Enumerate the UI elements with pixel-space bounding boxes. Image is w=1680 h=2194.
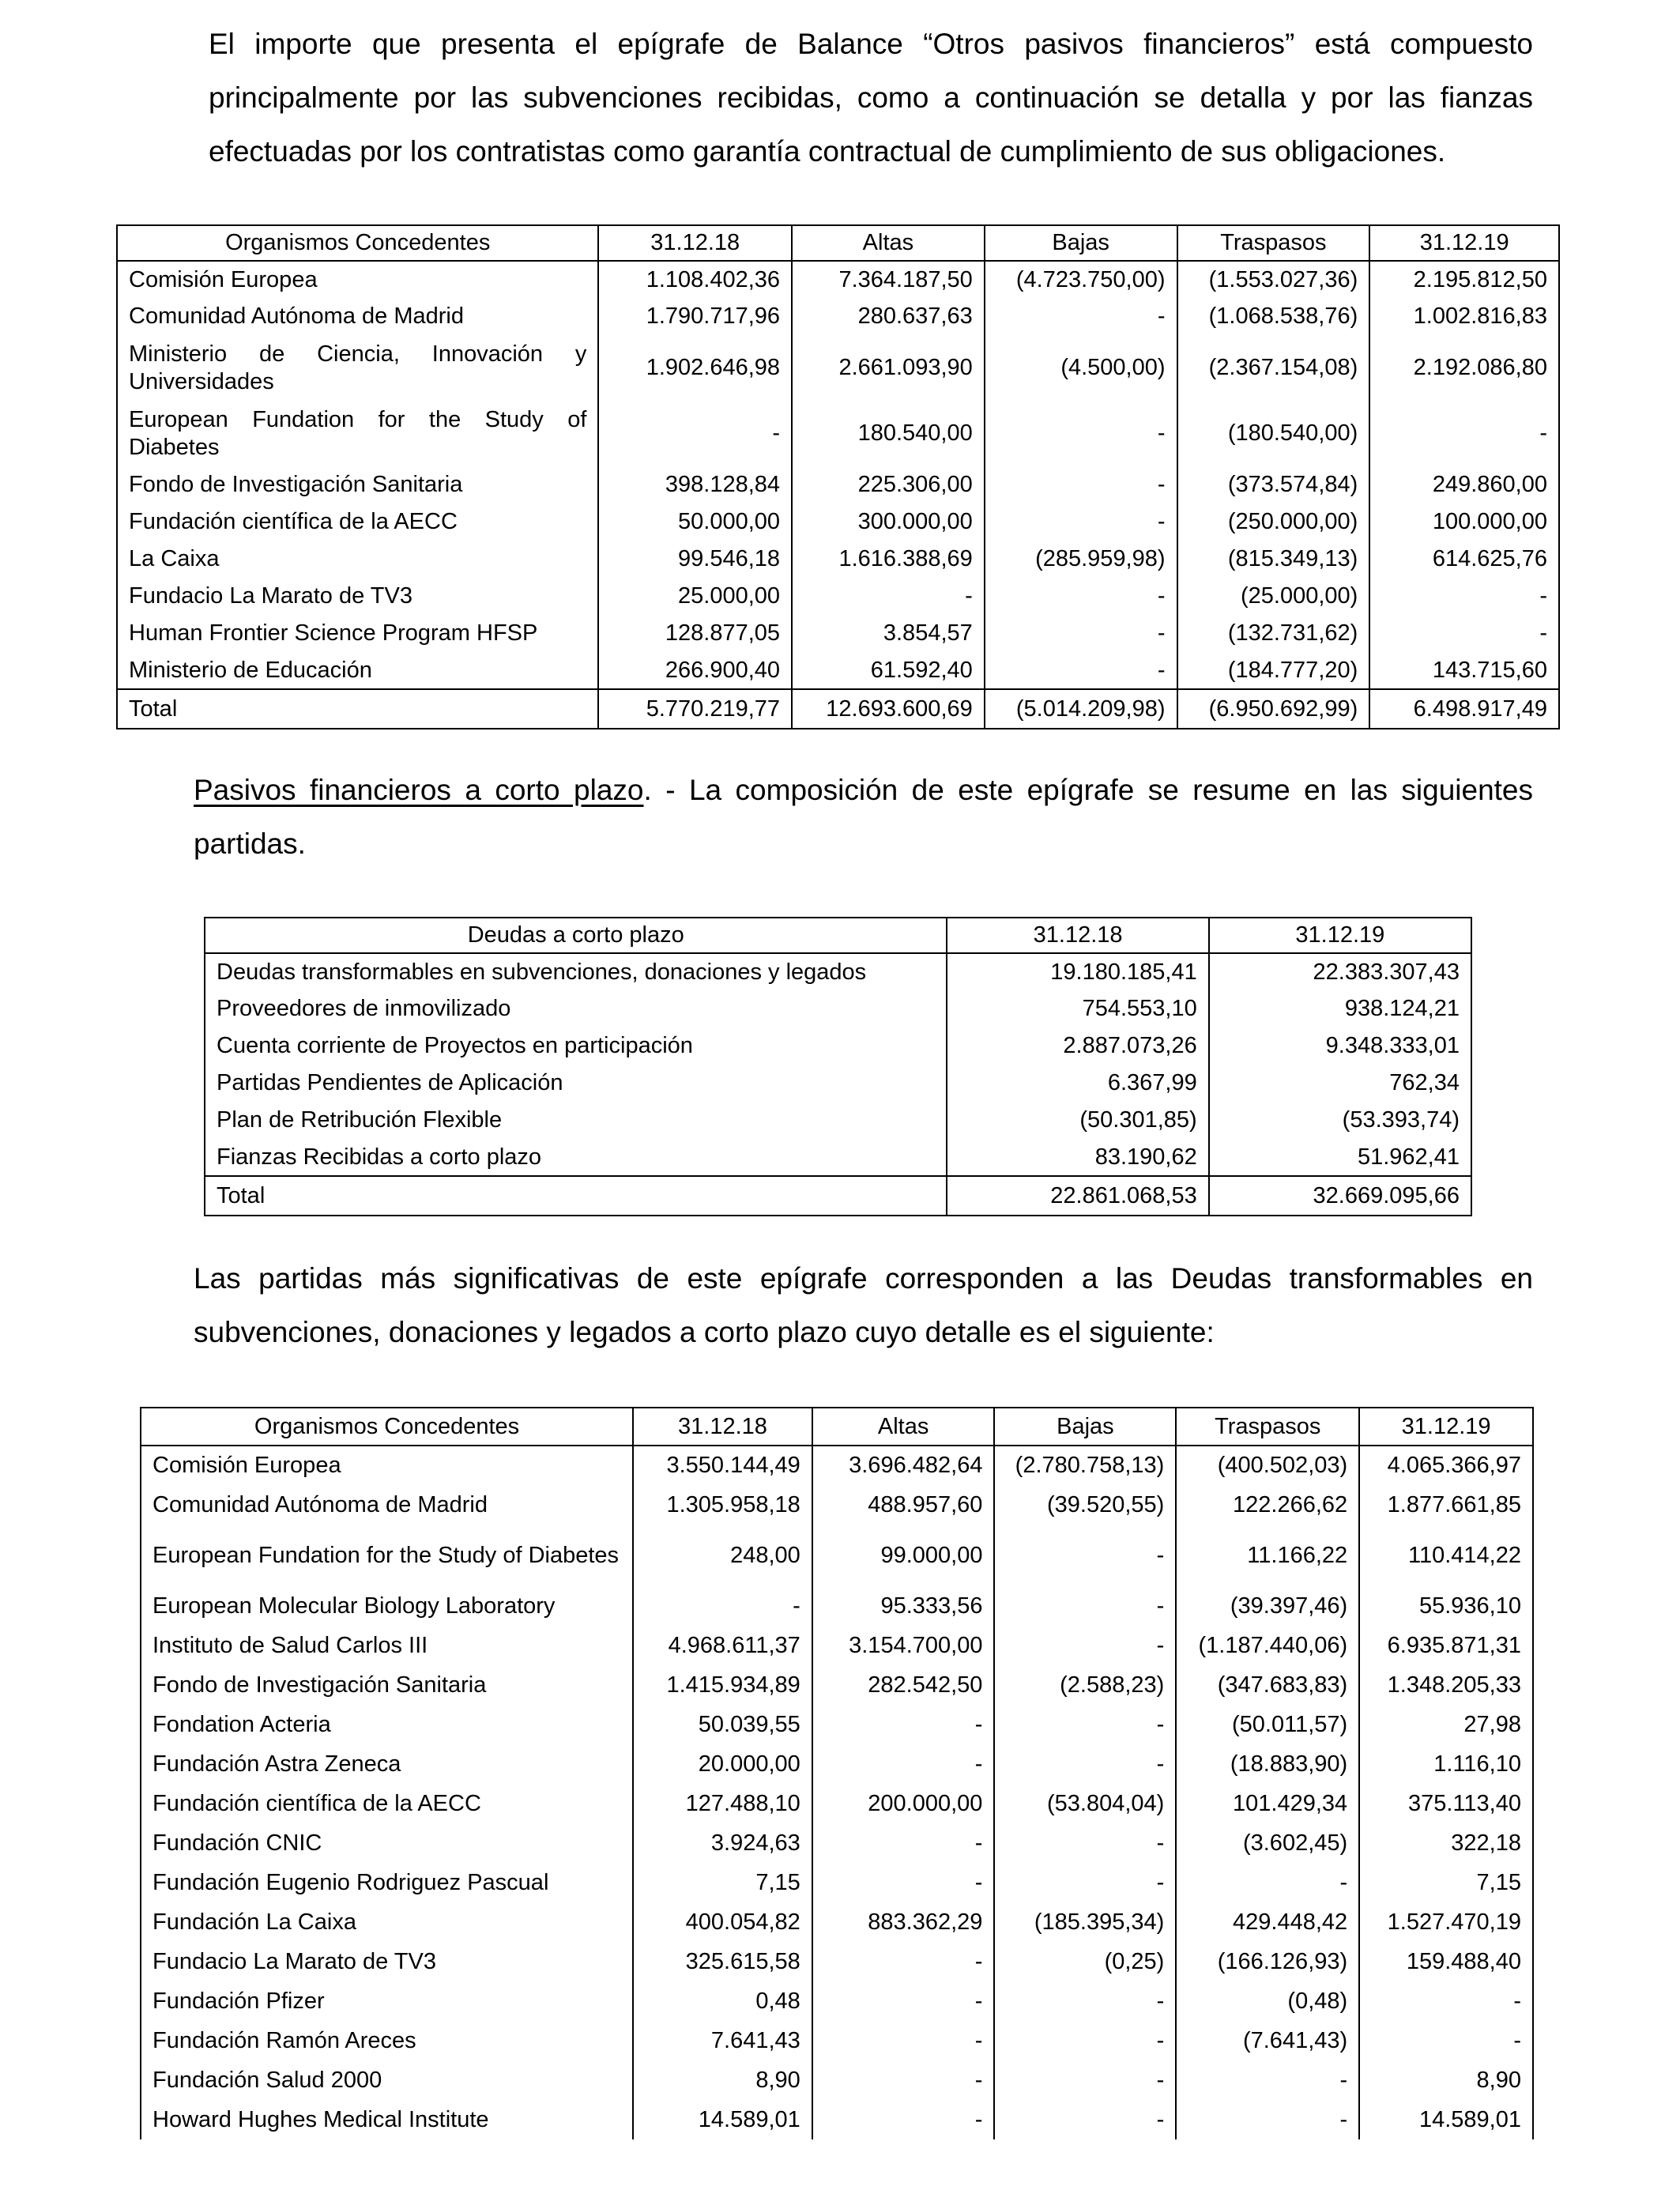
amount-cell: 50.039,55 [633, 1705, 812, 1744]
short-term-section-paragraph [194, 763, 1533, 871]
table-row [117, 541, 1559, 578]
row-label: Fundación La Caixa [141, 1902, 633, 1942]
row-label: Ministerio de Educación [117, 652, 598, 689]
amount-cell: 25.000,00 [598, 578, 792, 615]
table-header-row [117, 225, 1559, 261]
intro-paragraph: El importe que presenta el epígrafe de Balance “Otros pasivos financieros” está compuesto principalmente por las subvenciones recibidas, como a continuación se detalla y por las fianzas efectuadas por los contratistas como garantía contractual de cumplimiento de sus obligaciones. [209, 28, 1533, 168]
row-label: Plan de Retribución Flexible [205, 1102, 947, 1139]
amount-cell: - [994, 1705, 1176, 1744]
amount-cell: 754.553,10 [947, 990, 1208, 1027]
row-label: European Molecular Biology Laboratory [141, 1586, 633, 1626]
amount-cell: (53.804,04) [994, 1784, 1176, 1823]
transformable-debts-paragraph: Las partidas más significativas de este epígrafe corresponden a las Deudas transformables en subvenciones, donaciones y legados a corto plazo cuyo detalle es el siguiente: [194, 1262, 1533, 1348]
amount-cell: - [985, 298, 1177, 335]
amount-cell: - [812, 1744, 995, 1784]
table-row [141, 2060, 1533, 2100]
table-row [141, 2100, 1533, 2139]
table-row [117, 335, 1559, 401]
table-row [117, 615, 1559, 652]
column-header: 31.12.19 [1209, 918, 1471, 953]
amount-cell: - [812, 2021, 995, 2060]
amount-cell: 180.540,00 [792, 401, 985, 466]
row-label: Cuenta corriente de Proyectos en participación [205, 1027, 947, 1065]
row-label: Ministerio de Ciencia, Innovación y Universidades [117, 335, 598, 401]
amount-cell: 3.924,63 [633, 1823, 812, 1863]
table-row [141, 2021, 1533, 2060]
amount-cell: - [812, 2060, 995, 2100]
other-financial-liabilities-table [116, 224, 1560, 729]
amount-cell: - [994, 1626, 1176, 1665]
row-label: Partidas Pendientes de Aplicación [205, 1065, 947, 1102]
amount-cell: - [812, 1863, 995, 1902]
table-header-row [141, 1408, 1533, 1446]
amount-cell: - [792, 578, 985, 615]
row-label: Deudas transformables en subvenciones, donaciones y legados [205, 953, 947, 990]
amount-cell: 8,90 [1359, 2060, 1533, 2100]
row-label: Comunidad Autónoma de Madrid [117, 298, 598, 335]
amount-cell: - [812, 1942, 995, 1981]
amount-cell: (0,25) [994, 1942, 1176, 1981]
table-row [141, 1626, 1533, 1665]
table-row [141, 1744, 1533, 1784]
total-row [117, 689, 1559, 729]
row-label: Fianzas Recibidas a corto plazo [205, 1139, 947, 1176]
table-row [117, 578, 1559, 615]
amount-cell: 127.488,10 [633, 1784, 812, 1823]
table-row [141, 1784, 1533, 1823]
amount-cell: (50.011,57) [1176, 1705, 1359, 1744]
amount-cell: 762,34 [1209, 1065, 1471, 1102]
total-row [205, 1176, 1471, 1216]
amount-cell: - [1369, 401, 1559, 466]
column-header: Bajas [994, 1408, 1176, 1446]
column-header: Traspasos [1177, 225, 1370, 261]
amount-cell: 398.128,84 [598, 466, 792, 503]
row-label: Fundación Pfizer [141, 1981, 633, 2021]
amount-cell: (815.349,13) [1177, 541, 1370, 578]
amount-cell: 225.306,00 [792, 466, 985, 503]
total-amount: (6.950.692,99) [1177, 689, 1370, 729]
row-label: Proveedores de inmovilizado [205, 990, 947, 1027]
amount-cell: (53.393,74) [1209, 1102, 1471, 1139]
amount-cell: 249.860,00 [1369, 466, 1559, 503]
amount-cell: 83.190,62 [947, 1139, 1208, 1176]
amount-cell: 3.550.144,49 [633, 1446, 812, 1485]
table-row [141, 1823, 1533, 1863]
table-row [117, 466, 1559, 503]
amount-cell: (50.301,85) [947, 1102, 1208, 1139]
table-row [117, 503, 1559, 541]
row-label: Instituto de Salud Carlos III [141, 1626, 633, 1665]
amount-cell: 1.527.470,19 [1359, 1902, 1533, 1942]
table-row [205, 1027, 1471, 1065]
amount-cell: - [812, 1981, 995, 2021]
column-header: 31.12.19 [1359, 1408, 1533, 1446]
amount-cell: - [994, 2060, 1176, 2100]
amount-cell: 280.637,63 [792, 298, 985, 335]
amount-cell: 50.000,00 [598, 503, 792, 541]
amount-cell: 7,15 [1359, 1863, 1533, 1902]
amount-cell: - [633, 1586, 812, 1626]
amount-cell: 11.166,22 [1176, 1525, 1359, 1586]
row-label: Comisión Europea [141, 1446, 633, 1485]
amount-cell: 1.415.934,89 [633, 1665, 812, 1705]
short-term-debts-table [204, 917, 1472, 1216]
amount-cell: 2.195.812,50 [1369, 261, 1559, 298]
row-label: Fondation Acteria [141, 1705, 633, 1744]
row-label: Comunidad Autónoma de Madrid [141, 1485, 633, 1525]
amount-cell: - [985, 615, 1177, 652]
amount-cell: - [1176, 2100, 1359, 2139]
amount-cell: 2.192.086,80 [1369, 335, 1559, 401]
amount-cell: (250.000,00) [1177, 503, 1370, 541]
amount-cell: 1.616.388,69 [792, 541, 985, 578]
column-header: Organismos Concedentes [141, 1408, 633, 1446]
amount-cell: 3.696.482,64 [812, 1446, 995, 1485]
amount-cell: 9.348.333,01 [1209, 1027, 1471, 1065]
amount-cell: - [1369, 578, 1559, 615]
amount-cell: (39.520,55) [994, 1485, 1176, 1525]
amount-cell: 14.589,01 [1359, 2100, 1533, 2139]
amount-cell: (18.883,90) [1176, 1744, 1359, 1784]
amount-cell: 20.000,00 [633, 1744, 812, 1784]
amount-cell: 143.715,60 [1369, 652, 1559, 689]
amount-cell: 14.589,01 [633, 2100, 812, 2139]
amount-cell: 248,00 [633, 1525, 812, 1586]
amount-cell: 61.592,40 [792, 652, 985, 689]
amount-cell: 883.362,29 [812, 1902, 995, 1942]
row-label: Fundación Eugenio Rodriguez Pascual [141, 1863, 633, 1902]
row-label: Fondo de Investigación Sanitaria [117, 466, 598, 503]
amount-cell: (4.723.750,00) [985, 261, 1177, 298]
amount-cell: 27,98 [1359, 1705, 1533, 1744]
section-text: . - La composición de este epígrafe se resume en las siguientes partidas. [194, 774, 1534, 860]
table-row [141, 1902, 1533, 1942]
table-row [141, 1586, 1533, 1626]
row-label: Fundación Salud 2000 [141, 2060, 633, 2100]
amount-cell: 1.002.816,83 [1369, 298, 1559, 335]
table-row [141, 1981, 1533, 2021]
table-header-row [205, 918, 1471, 953]
column-header: 31.12.19 [1369, 225, 1559, 261]
amount-cell: - [1359, 2021, 1533, 2060]
amount-cell: 7,15 [633, 1863, 812, 1902]
amount-cell: (184.777,20) [1177, 652, 1370, 689]
amount-cell: 128.877,05 [598, 615, 792, 652]
amount-cell: (3.602,45) [1176, 1823, 1359, 1863]
amount-cell: 7.641,43 [633, 2021, 812, 2060]
amount-cell: 159.488,40 [1359, 1942, 1533, 1981]
amount-cell: 100.000,00 [1369, 503, 1559, 541]
column-header: 31.12.18 [633, 1408, 812, 1446]
amount-cell: 1.877.661,85 [1359, 1485, 1533, 1525]
total-amount: 12.693.600,69 [792, 689, 985, 729]
column-header: Organismos Concedentes [117, 225, 598, 261]
amount-cell: 429.448,42 [1176, 1902, 1359, 1942]
amount-cell: 7.364.187,50 [792, 261, 985, 298]
row-label: Fondo de Investigación Sanitaria [141, 1665, 633, 1705]
amount-cell: - [985, 466, 1177, 503]
transformable-debts-detail-table [140, 1407, 1534, 2139]
row-label: Human Frontier Science Program HFSP [117, 615, 598, 652]
amount-cell: 938.124,21 [1209, 990, 1471, 1027]
amount-cell: 0,48 [633, 1981, 812, 2021]
amount-cell: (185.395,34) [994, 1902, 1176, 1942]
table-row [141, 1525, 1533, 1586]
amount-cell: 282.542,50 [812, 1665, 995, 1705]
amount-cell: 1.902.646,98 [598, 335, 792, 401]
column-header: Altas [812, 1408, 995, 1446]
table-row [141, 1446, 1533, 1485]
amount-cell: 99.546,18 [598, 541, 792, 578]
amount-cell: 1.305.958,18 [633, 1485, 812, 1525]
amount-cell: 2.661.093,90 [792, 335, 985, 401]
amount-cell: 101.429,34 [1176, 1784, 1359, 1823]
amount-cell: 6.367,99 [947, 1065, 1208, 1102]
amount-cell: - [1176, 2060, 1359, 2100]
table-row [117, 261, 1559, 298]
amount-cell: (25.000,00) [1177, 578, 1370, 615]
amount-cell: (2.367.154,08) [1177, 335, 1370, 401]
amount-cell: 614.625,76 [1369, 541, 1559, 578]
amount-cell: (4.500,00) [985, 335, 1177, 401]
column-header: 31.12.18 [947, 918, 1208, 953]
section-heading: Pasivos financieros a corto plazo [194, 774, 644, 806]
amount-cell: 4.968.611,37 [633, 1626, 812, 1665]
row-label: La Caixa [117, 541, 598, 578]
amount-cell: 51.962,41 [1209, 1139, 1471, 1176]
amount-cell: 95.333,56 [812, 1586, 995, 1626]
row-label: Fundación Ramón Areces [141, 2021, 633, 2060]
amount-cell: (373.574,84) [1177, 466, 1370, 503]
table-row [205, 1065, 1471, 1102]
amount-cell: - [812, 1823, 995, 1863]
row-label: European Fundation for the Study of Diabetes [117, 401, 598, 466]
row-label: Fundación Astra Zeneca [141, 1744, 633, 1784]
amount-cell: (39.397,46) [1176, 1586, 1359, 1626]
table-row [205, 953, 1471, 990]
row-label: Fundacio La Marato de TV3 [141, 1942, 633, 1981]
amount-cell: 1.108.402,36 [598, 261, 792, 298]
amount-cell: - [985, 652, 1177, 689]
table-row [141, 1665, 1533, 1705]
amount-cell: 22.383.307,43 [1209, 953, 1471, 990]
table-row [141, 1863, 1533, 1902]
table-row [141, 1485, 1533, 1525]
amount-cell: (1.068.538,76) [1177, 298, 1370, 335]
amount-cell: - [994, 2100, 1176, 2139]
amount-cell: - [994, 2021, 1176, 2060]
amount-cell: (2.588,23) [994, 1665, 1176, 1705]
amount-cell: - [812, 2100, 995, 2139]
amount-cell: (1.187.440,06) [1176, 1626, 1359, 1665]
amount-cell: (0,48) [1176, 1981, 1359, 2021]
amount-cell: (180.540,00) [1177, 401, 1370, 466]
amount-cell: (2.780.758,13) [994, 1446, 1176, 1485]
amount-cell: - [994, 1744, 1176, 1784]
amount-cell: 300.000,00 [792, 503, 985, 541]
table-row [117, 652, 1559, 689]
amount-cell: 325.615,58 [633, 1942, 812, 1981]
column-header: Altas [792, 225, 985, 261]
table-row [117, 401, 1559, 466]
amount-cell: (132.731,62) [1177, 615, 1370, 652]
row-label: European Fundation for the Study of Diabetes [141, 1525, 633, 1586]
amount-cell: 375.113,40 [1359, 1784, 1533, 1823]
amount-cell: 400.054,82 [633, 1902, 812, 1942]
amount-cell: (400.502,03) [1176, 1446, 1359, 1485]
table-row [205, 1139, 1471, 1176]
amount-cell: - [1176, 1863, 1359, 1902]
amount-cell: 6.935.871,31 [1359, 1626, 1533, 1665]
amount-cell: - [985, 578, 1177, 615]
total-amount: (5.014.209,98) [985, 689, 1177, 729]
total-amount: 5.770.219,77 [598, 689, 792, 729]
amount-cell: 55.936,10 [1359, 1586, 1533, 1626]
column-header: Bajas [985, 225, 1177, 261]
amount-cell: 1.348.205,33 [1359, 1665, 1533, 1705]
total-amount: 6.498.917,49 [1369, 689, 1559, 729]
amount-cell: - [985, 503, 1177, 541]
column-header: Traspasos [1176, 1408, 1359, 1446]
amount-cell: - [1369, 615, 1559, 652]
row-label: Fundacio La Marato de TV3 [117, 578, 598, 615]
row-label: Fundación CNIC [141, 1823, 633, 1863]
total-label: Total [117, 689, 598, 729]
amount-cell: (7.641,43) [1176, 2021, 1359, 2060]
table-row [205, 1102, 1471, 1139]
amount-cell: - [994, 1525, 1176, 1586]
amount-cell: (166.126,93) [1176, 1942, 1359, 1981]
amount-cell: 110.414,22 [1359, 1525, 1533, 1586]
row-label: Comisión Europea [117, 261, 598, 298]
total-label: Total [205, 1176, 947, 1216]
row-label: Fundación científica de la AECC [141, 1784, 633, 1823]
table-row [117, 298, 1559, 335]
amount-cell: (1.553.027,36) [1177, 261, 1370, 298]
amount-cell: (347.683,83) [1176, 1665, 1359, 1705]
row-label: Howard Hughes Medical Institute [141, 2100, 633, 2139]
column-header: Deudas a corto plazo [205, 918, 947, 953]
total-amount: 32.669.095,66 [1209, 1176, 1471, 1216]
amount-cell: - [994, 1586, 1176, 1626]
amount-cell: 488.957,60 [812, 1485, 995, 1525]
column-header: 31.12.18 [598, 225, 792, 261]
row-label: Fundación científica de la AECC [117, 503, 598, 541]
amount-cell: 2.887.073,26 [947, 1027, 1208, 1065]
amount-cell: - [994, 1981, 1176, 2021]
amount-cell: - [812, 1705, 995, 1744]
amount-cell: 99.000,00 [812, 1525, 995, 1586]
amount-cell: - [994, 1863, 1176, 1902]
amount-cell: 1.116,10 [1359, 1744, 1533, 1784]
amount-cell: 3.854,57 [792, 615, 985, 652]
total-amount: 22.861.068,53 [947, 1176, 1208, 1216]
amount-cell: - [598, 401, 792, 466]
amount-cell: - [1359, 1981, 1533, 2021]
amount-cell: 122.266,62 [1176, 1485, 1359, 1525]
amount-cell: 19.180.185,41 [947, 953, 1208, 990]
table-row [141, 1942, 1533, 1981]
amount-cell: - [994, 1823, 1176, 1863]
amount-cell: 200.000,00 [812, 1784, 995, 1823]
table-row [141, 1705, 1533, 1744]
amount-cell: (285.959,98) [985, 541, 1177, 578]
amount-cell: 322,18 [1359, 1823, 1533, 1863]
amount-cell: 4.065.366,97 [1359, 1446, 1533, 1485]
table-row [205, 990, 1471, 1027]
amount-cell: 266.900,40 [598, 652, 792, 689]
amount-cell: - [985, 401, 1177, 466]
amount-cell: 1.790.717,96 [598, 298, 792, 335]
amount-cell: 8,90 [633, 2060, 812, 2100]
amount-cell: 3.154.700,00 [812, 1626, 995, 1665]
